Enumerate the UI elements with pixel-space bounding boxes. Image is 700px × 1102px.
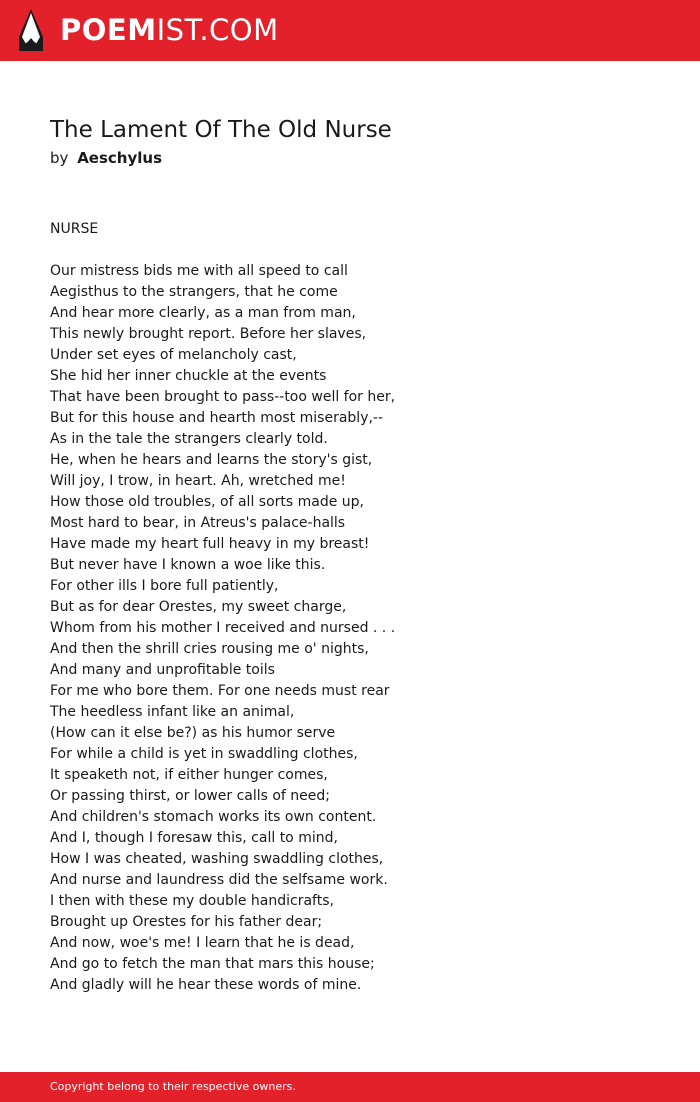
poem-line: But never have I known a woe like this. xyxy=(50,557,326,573)
poem-line: For other ills I bore full patiently, xyxy=(50,578,279,594)
site-logo[interactable] xyxy=(18,9,279,51)
poem-line: For while a child is yet in swaddling clothes, xyxy=(50,746,358,762)
poem-line: And hear more clearly, as a man from man, xyxy=(50,305,356,321)
poem-line: He, when he hears and learns the story's gist, xyxy=(50,452,373,468)
poem-title: The Lament Of The Old Nurse xyxy=(50,117,392,143)
poem-line: The heedless infant like an animal, xyxy=(50,704,295,720)
poem-line: How I was cheated, washing swaddling clothes, xyxy=(50,851,384,867)
poem-line: Have made my heart full heavy in my breast! xyxy=(50,536,370,552)
pen-nib-icon xyxy=(18,9,44,51)
poem-line: She hid her inner chuckle at the events xyxy=(50,368,327,384)
poem-line: And children's stomach works its own content. xyxy=(50,809,377,825)
poem-line: Brought up Orestes for his father dear; xyxy=(50,914,323,930)
poem-line: As in the tale the strangers clearly told. xyxy=(50,431,328,447)
poem-line: That have been brought to pass--too well for her, xyxy=(50,389,396,405)
poem-line: (How can it else be?) as his humor serve xyxy=(50,725,336,741)
site-header xyxy=(0,0,700,61)
poem-line: But as for dear Orestes, my sweet charge, xyxy=(50,599,347,615)
logo-text-light: IST.COM xyxy=(156,12,279,47)
poem-line: Will joy, I trow, in heart. Ah, wretched me! xyxy=(50,473,346,489)
poem-line: Most hard to bear, in Atreus's palace-halls xyxy=(50,515,346,531)
poem-line: How those old troubles, of all sorts made up, xyxy=(50,494,365,510)
poem-line: But for this house and hearth most miserably,-- xyxy=(50,410,384,426)
poem-lines xyxy=(50,261,395,996)
poem-line: And many and unprofitable toils xyxy=(50,662,275,678)
byline xyxy=(50,149,162,167)
poem-body xyxy=(50,219,395,996)
poem-line: For me who bore them. For one needs must rear xyxy=(50,683,390,699)
poem-line: And I, though I foresaw this, call to mind, xyxy=(50,830,338,846)
poem-line: And go to fetch the man that mars this house; xyxy=(50,956,375,972)
poem-line: Aegisthus to the strangers, that he come xyxy=(50,284,338,300)
site-footer xyxy=(0,1072,700,1102)
poem-line: And now, woe's me! I learn that he is dead, xyxy=(50,935,355,951)
poem-line: And then the shrill cries rousing me o' nights, xyxy=(50,641,369,657)
poem-line: Under set eyes of melancholy cast, xyxy=(50,347,297,363)
poem-line: And nurse and laundress did the selfsame work. xyxy=(50,872,388,888)
poem-line: I then with these my double handicrafts, xyxy=(50,893,334,909)
poem-line: This newly brought report. Before her slaves, xyxy=(50,326,367,342)
poem-line: Our mistress bids me with all speed to call xyxy=(50,263,348,279)
author-name: Aeschylus xyxy=(77,149,162,167)
by-label: by xyxy=(50,149,69,167)
speaker-label: NURSE xyxy=(50,221,99,237)
poem-line: Or passing thirst, or lower calls of need; xyxy=(50,788,331,804)
poem-line: It speaketh not, if either hunger comes, xyxy=(50,767,328,783)
poem-line: Whom from his mother I received and nursed . . . xyxy=(50,620,396,636)
logo-text-bold: POEM xyxy=(60,12,157,47)
poem-line: And gladly will he hear these words of mine. xyxy=(50,977,362,993)
copyright-text: Copyright belong to their respective owners. xyxy=(50,1080,296,1093)
logo-text xyxy=(60,12,279,47)
